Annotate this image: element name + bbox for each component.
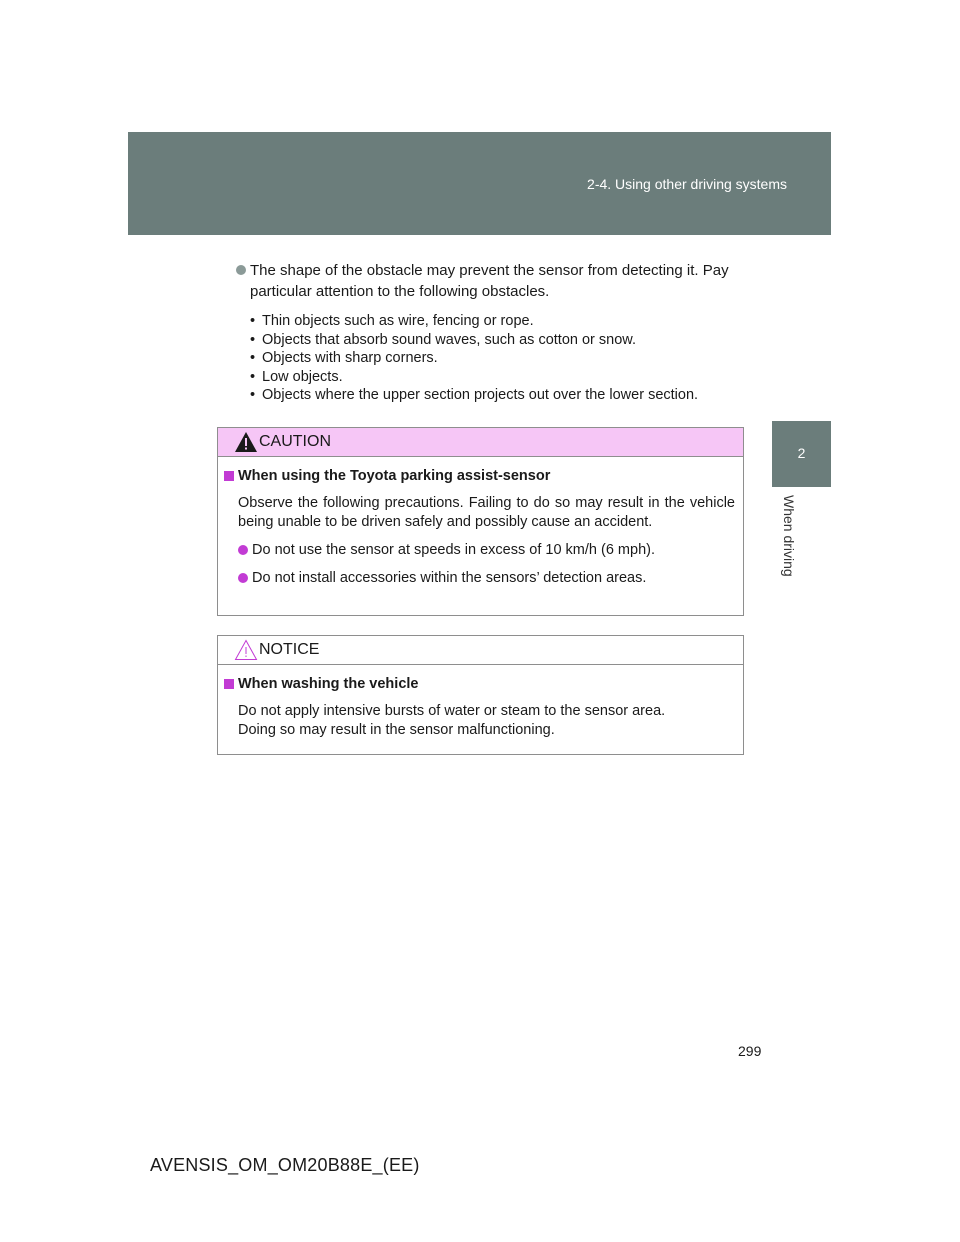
- notice-heading: When washing the vehicle: [222, 675, 735, 694]
- warning-outline-icon: [234, 639, 258, 661]
- caution-body: Observe the following precautions. Failing to do so may result in the vehicle being unable to be driven safely and possibly cause an accident.: [238, 495, 735, 530]
- bullet-icon: •: [250, 387, 256, 403]
- square-bullet-icon: [224, 679, 234, 689]
- intro-lead: The shape of the obstacle may prevent the sensor from detecting it. Pay particular attention to the following obstacles.: [236, 260, 746, 302]
- bullet-icon: •: [250, 368, 256, 385]
- intro-section: [236, 260, 746, 405]
- bullet-dot-icon: [236, 265, 246, 275]
- notice-line: Do not apply intensive bursts of water or steam to the sensor area.: [238, 703, 666, 719]
- page-number: 299: [738, 1043, 762, 1059]
- notice-content: [218, 665, 743, 740]
- caution-title: CAUTION: [259, 433, 331, 450]
- warning-filled-icon: [234, 431, 258, 453]
- list-item: • Low objects.: [250, 368, 343, 385]
- caution-box: [217, 427, 744, 616]
- chapter-label: When driving: [781, 495, 797, 577]
- chapter-number: 2: [797, 445, 806, 461]
- list-item: • Thin objects such as wire, fencing or rope.: [250, 313, 534, 329]
- document-code: AVENSIS_OM_OM20B88E_(EE): [150, 1155, 420, 1175]
- notice-header: [218, 636, 743, 665]
- chapter-tab[interactable]: [772, 421, 831, 487]
- bullet-icon: •: [250, 350, 256, 366]
- list-item: • Objects where the upper section projects out over the lower section.: [250, 387, 699, 403]
- list-item: • Objects with sharp corners.: [250, 350, 438, 366]
- list-item: Do not install accessories within the sensors’ detection areas.: [222, 569, 735, 588]
- notice-line: Doing so may result in the sensor malfunctioning.: [238, 722, 555, 738]
- caution-content: [218, 457, 743, 588]
- notice-title: NOTICE: [259, 641, 320, 658]
- list-item: • Objects that absorb sound waves, such as cotton or snow.: [250, 331, 636, 348]
- bullet-icon: •: [250, 331, 256, 348]
- list-item: Do not use the sensor at speeds in excess of 10 km/h (6 mph).: [222, 541, 735, 560]
- bullet-icon: •: [250, 313, 256, 329]
- caution-heading: When using the Toyota parking assist-sensor: [222, 467, 735, 486]
- section-title: 2-4. Using other driving systems: [587, 176, 787, 192]
- notice-box: [217, 635, 744, 755]
- caution-header: [218, 428, 743, 457]
- bullet-dot-icon: [238, 545, 248, 555]
- obstacle-list: [236, 312, 746, 405]
- header-bar: [128, 132, 831, 235]
- bullet-dot-icon: [238, 573, 248, 583]
- square-bullet-icon: [224, 471, 234, 481]
